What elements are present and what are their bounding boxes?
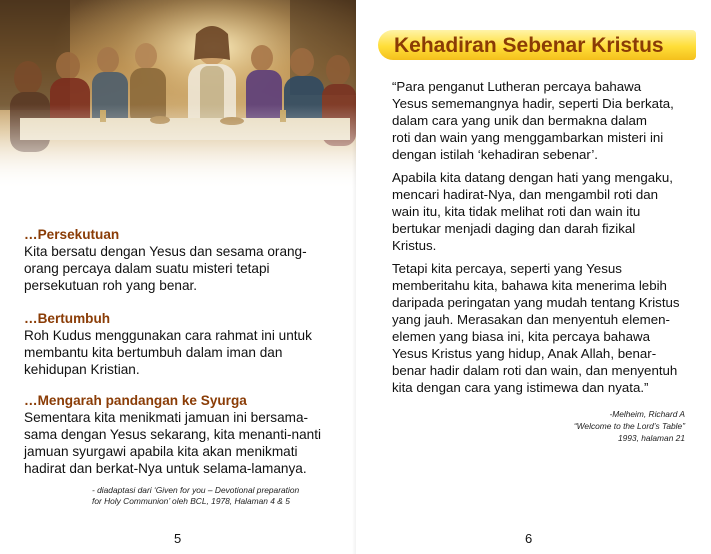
paragraph-line: dengan istilah ‘kehadiran sebenar’. <box>392 147 598 162</box>
section-line: orang percaya dalam suatu misteri tetapi <box>24 261 270 276</box>
credit-line: - diadaptasi dari ‘Given for you – Devotional preparation <box>92 485 300 495</box>
paragraph-line: Tetapi kita percaya, seperti yang Yesus <box>392 261 622 276</box>
paragraph-line: elemen yang biasa ini, kita percaya bahawa <box>392 329 650 344</box>
page-title: Kehadiran Sebenar Kristus <box>394 34 664 57</box>
paragraph-line: dalam cara yang unik dan bermakna dalam <box>392 113 648 128</box>
paragraph-2 <box>392 169 698 254</box>
source-credit <box>92 485 352 507</box>
section-line: sama dengan Yesus sekarang, kita menanti-nanti <box>24 427 321 442</box>
section-line: hadirat dan berkat-Nya untuk selama-lamanya. <box>24 461 307 476</box>
page-number-left: 5 <box>174 531 182 546</box>
section-syurga <box>24 392 342 477</box>
section-line: jamuan syurgawi apabila kita akan menikmati <box>24 444 298 459</box>
paragraph-line: memberitahu kita, bahawa kita menerima lebih <box>392 278 667 293</box>
section-line: Roh Kudus menggunakan cara rahmat ini untuk <box>24 328 312 343</box>
paragraph-line: “Para penganut Lutheran percaya bahawa <box>392 79 642 94</box>
section-line: persekutuan roh yang benar. <box>24 278 198 293</box>
section-line: Kita bersatu dengan Yesus dan sesama orang- <box>24 244 307 259</box>
paragraph-line: Yesus Kristus yang hidup, Anak Allah, benar- <box>392 346 657 361</box>
paragraph-line: wain itu, kita tidak melihat roti dan wain itu <box>392 204 641 219</box>
paragraph-line: daripada peringatan yang mudah tentang Kristus <box>392 295 680 310</box>
paragraph-line: benar hadir dalam roti dan wain, dan menyentuh <box>392 363 678 378</box>
attribution-line: -Melheim, Richard A <box>609 409 685 419</box>
page-number-right: 6 <box>525 531 533 546</box>
paragraph-line: kita dengan cara yang istimewa dan nyata.” <box>392 380 649 395</box>
section-line: Sementara kita menikmati jamuan ini bersama- <box>24 410 309 425</box>
section-line: membantu kita bertumbuh dalam iman dan <box>24 345 283 360</box>
paragraph-line: Yesus sememangnya hadir, seperti Dia berkata, <box>392 96 674 111</box>
quote-attribution <box>574 408 685 444</box>
paragraph-line: mencari hadirat-Nya, dan mengambil roti dan <box>392 187 659 202</box>
attribution-line: 1993, halaman 21 <box>617 433 685 443</box>
section-title: …Bertumbuh <box>24 311 111 326</box>
last-supper-painting <box>0 0 356 190</box>
paragraph-line: Kristus. <box>392 238 437 253</box>
paragraph-3 <box>392 260 698 396</box>
section-persekutuan <box>24 226 342 294</box>
paragraph-1 <box>392 78 698 163</box>
attribution-line: “Welcome to the Lord’s Table” <box>573 421 685 431</box>
section-title: …Persekutuan <box>24 227 120 242</box>
paragraph-line: yang jauh. Merasakan dan menyentuh elemen- <box>392 312 670 327</box>
credit-line: for Holy Communion’ oleh BCL, 1978, Halaman 4 & 5 <box>92 496 290 506</box>
paragraph-line: roti dan wain yang menggambarkan misteri ini <box>392 130 664 145</box>
section-title: …Mengarah pandangan ke Syurga <box>24 393 247 408</box>
section-line: kehidupan Kristian. <box>24 362 140 377</box>
section-bertumbuh <box>24 310 342 378</box>
paragraph-line: bertukar menjadi daging dan darah fizikal <box>392 221 636 236</box>
paragraph-line: Apabila kita datang dengan hati yang mengaku, <box>392 170 673 185</box>
